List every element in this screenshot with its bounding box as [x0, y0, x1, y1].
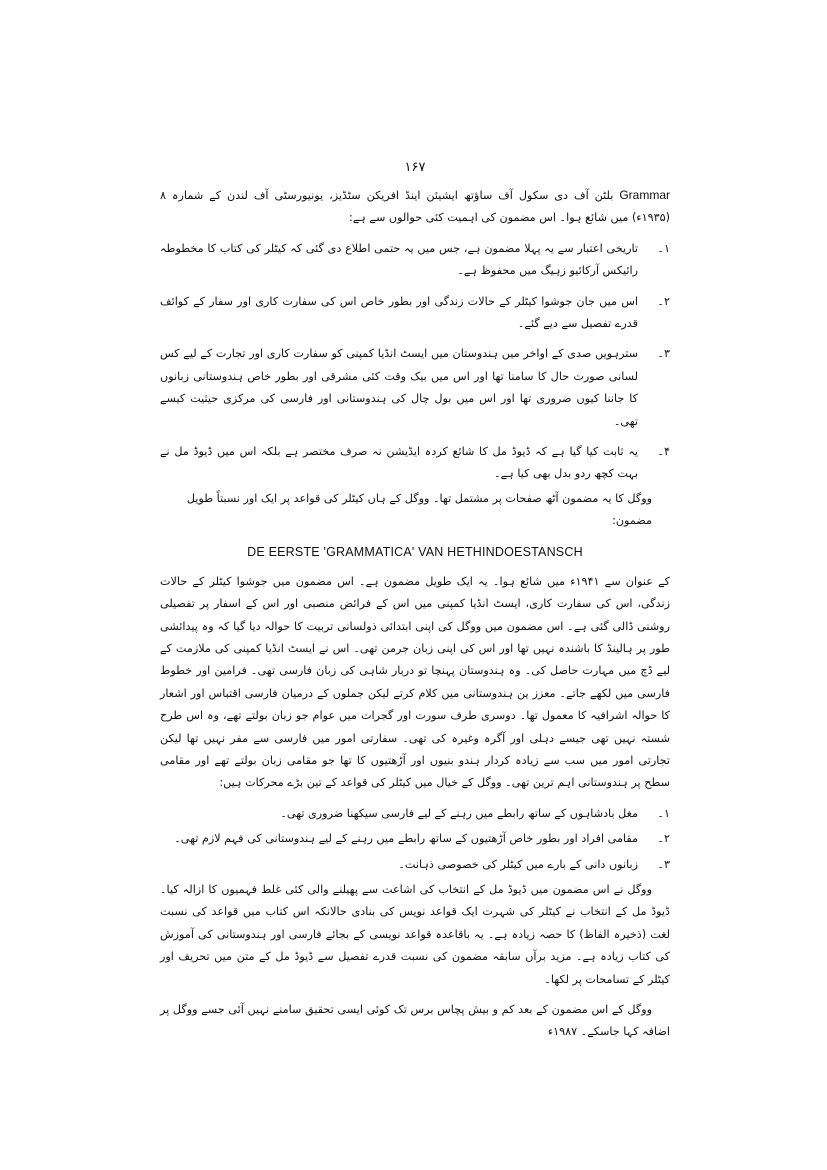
paragraph-later-research: ووگل کے اس مضمون کے بعد کم و بیش پچاس برس تک کوئی ایسی تحقیق سامنے نہیں آئی جسے ووگل پر اضافہ کہا جاسکے۔ ۱۹۸۷ء	[160, 1003, 670, 1039]
list-item	[160, 441, 670, 486]
list-item-text: سترہویں صدی کے اواخر میں ہندوستان میں ایسٹ انڈیا کمپنی کو سفارت کاری اور تجارت کے لیے کس لسانی صورت حال کا سامنا تھا اور اس میں بیک وقت کئی مشرقی اور بطور خاص ہندوستانی زبانوں کا جاننا کیوں ضروری تھا اور اس میں بول چال کی ہندوستانی اور فارسی کی مرکزی حیثیت کیسے تھی۔	[160, 347, 638, 428]
list-item-text: مقامی افراد اور بطور خاص آڑھتیوں کے ساتھ رابطے میں رہنے کے لیے ہندوستانی کی فہم لازم تھی۔	[174, 832, 638, 846]
list-item-number: ۳۔	[657, 857, 670, 871]
document-page	[160, 158, 670, 1158]
importance-points-list	[160, 238, 670, 486]
latin-term-grammar: Grammar	[619, 188, 670, 202]
page-number: ۱۶۷	[404, 160, 426, 175]
list-item	[160, 854, 670, 876]
list-item-number: ۲۔	[657, 832, 670, 846]
transition-line: ووگل کا یہ مضمون آٹھ صفحات پر مشتمل تھا۔ ووگل کے ہاں کیٹلر کی قواعد پر ایک اور نسبتاً طویل مضمون:	[186, 491, 652, 528]
list-item-text: اس میں جان جوشوا کیٹلر کے حالات زندگی اور بطور خاص اس کی سفارت کاری اور سفار کے کوائف قدرے تفصیل سے دیے گئے۔	[160, 294, 638, 331]
list-item-text: تاریخی اعتبار سے یہ پہلا مضمون ہے، جس میں یہ حتمی اطلاع دی گئی کہ کیٹلر کی کتاب کا مخطوطہ رائیکس آرکائیو زہیگ میں محفوظ ہے۔	[160, 241, 638, 278]
paragraph-intro	[160, 184, 670, 230]
list-item-text: مغل بادشاہوں کے ساتھ رابطے میں رہنے کے لیے فارسی سیکھنا ضروری تھی۔	[280, 806, 638, 820]
article-title-latin: DE EERSTE 'GRAMMATICA' VAN HETHINDOESTANSCH	[247, 544, 583, 559]
paragraph-intro-text: بلٹن آف دی سکول آف ساؤتھ ایشیئن اینڈ افریکن سٹڈیز، یونیورسٹی آف لندن کے شمارہ ۸ (۱۹۳۵ء) میں شائع ہوا۔ اس مضمون کی اہمیت کئی حوالوں سے ہے:	[160, 189, 670, 225]
list-item-number: ۱۔	[657, 241, 670, 255]
list-item-number: ۴۔	[657, 445, 670, 459]
list-item-number: ۲۔	[657, 294, 670, 308]
list-item-number: ۳۔	[657, 347, 670, 361]
paragraph-misconceptions: ووگل نے اس مضمون میں ڈیوڈ مل کے انتخاب کی اشاعت سے پھیلنے والی کئی غلط فہمیوں کا ازالہ کیا۔ ڈیوڈ مل کے انتخاب نے کیٹلر کی شہرت ایک قواعد نویس کی بنادی حالانکہ اس کتاب میں قواعد کی نسبت لغت (ذخیرہ الفاظ) کا حصہ زیادہ ہے۔ یہ باقاعدہ قواعد نویسی کے بجائے فارسی اور ہندوستانی کی آموزش کی کتاب زیادہ ہے۔ مزید برآں سابقہ مضمون کی نسبت قدرے تفصیل سے ڈیوڈ مل کے متن میں تحریف اور کیٹلر کے تسامحات پر لکھا۔	[160, 882, 670, 986]
list-item	[160, 343, 670, 433]
motives-list	[160, 803, 670, 876]
list-item	[160, 828, 670, 850]
list-item-text: زبانوں دانی کے بارے میں کیٹلر کی خصوصی ذہانت۔	[398, 857, 638, 871]
list-item	[160, 291, 670, 336]
list-item-number: ۱۔	[657, 806, 670, 820]
list-item-text: یہ ثابت کیا گیا ہے کہ ڈیوڈ مل کا شائع کردہ ایڈیشن نہ صرف مختصر ہے بلکہ اس میں ڈیوڈ مل نے بہت کچھ ردو بدل بھی کیا ہے۔	[160, 445, 638, 481]
paragraph-article-summary: کے عنوان سے ۱۹۴۱ء میں شائع ہوا۔ یہ ایک طویل مضمون ہے۔ اس مضمون میں جوشوا کیٹلر کے حالات زندگی، اس کی سفارت کاری، ایسٹ انڈیا کمپنی میں اس کے فرائض منصبی اور اس کے اسفار پر تفصیلی روشنی ڈالی گئی ہے۔ اس مضمون میں ووگل کی اپنی ابتدائی ذولسانی تربیت کا حوالہ دیا گیا کہ وہ پیدائشی طور پر ہالینڈ کا باشندہ نہیں تھا اور اس کی اپنی زبان جرمن تھی۔ اس نے ایسٹ انڈیا کمپنی کی ملازمت کے لیے ڈچ میں مہارت حاصل کی۔ وہ ہندوستان پہنچا تو دربار شاہی کی زبان فارسی تھی۔ فرامین اور خطوط فارسی میں لکھے جاتے۔ معزز ین ہندوستانی میں کلام کرتے لیکن جملوں کے درمیان فارسی اقتباس اور اشعار کا حوالہ اشرافیہ کا معمول تھا۔ دوسری طرف سورت اور گجرات میں عوام جو زبان بولتے تھے، وہ اس طرح شستہ نہیں تھی جیسے دہلی اور آگرہ وغیرہ کی تھی۔ سفارتی امور میں فارسی سے مفر نہیں تھا لیکن تجارتی امور میں سب سے زیادہ کردار ہندو بنیوں اور آڑھتیوں کا تھا جو مقامی زبان بولتے تھے اور مقامی سطح پر ہندوستانی اہم ترین تھی۔ ووگل کے خیال میں کیٹلر کی قواعد کے تین بڑے محرکات ہیں:	[160, 574, 670, 790]
list-item	[160, 238, 670, 283]
list-item	[160, 803, 670, 825]
